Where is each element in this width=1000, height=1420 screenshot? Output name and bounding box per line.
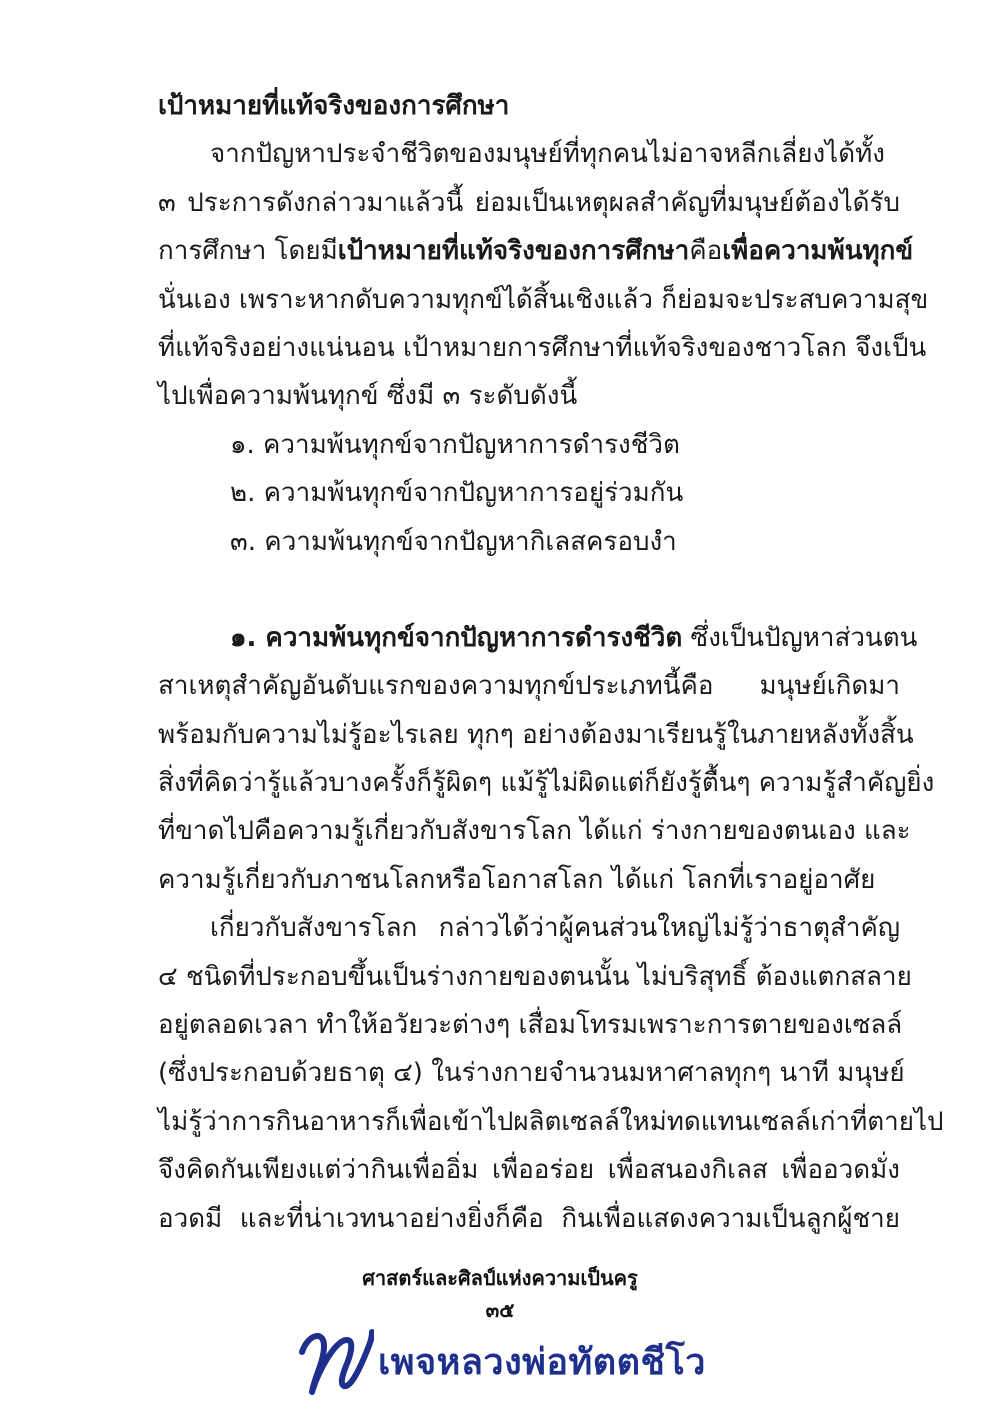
paragraph-line: นั่นเอง เพราะหากดับความทุกข์ได้สิ้นเชิงแล้ว ก็ย่อมจะประสบความสุข bbox=[158, 284, 929, 315]
document-body bbox=[158, 78, 944, 1243]
page-number: ๓๕ bbox=[485, 1298, 515, 1322]
list-item: ๒. ความพ้นทุกข์จากปัญหาการอยู่ร่วมกัน bbox=[230, 478, 684, 509]
paragraph-line: จึงคิดกันเพียงแต่ว่ากินเพื่ออิ่ม เพื่ออร่อย เพื่อสนองกิเลส เพื่ออวดมั่ง bbox=[158, 1155, 900, 1186]
paragraph-line: เกี่ยวกับสังขารโลก กล่าวได้ว่าผู้คนส่วนใหญ่ไม่รู้ว่าธาตุสำคัญ bbox=[210, 913, 900, 944]
spacer bbox=[158, 566, 900, 614]
book-title: ศาสตร์และศิลป์แห่งความเป็นครู bbox=[362, 1266, 638, 1290]
paragraph-line: อยู่ตลอดเวลา ทำให้อวัยวะต่างๆ เสื่อมโทรมเพราะการตายของเซลล์ bbox=[158, 1010, 903, 1041]
brand-logo bbox=[0, 1320, 1000, 1400]
brand-mark-icon bbox=[294, 1322, 374, 1400]
text-span: ซึ่งเป็นปัญหาส่วนตน bbox=[682, 622, 918, 653]
text-span: การศึกษา โดยมี bbox=[158, 236, 338, 267]
paragraph-line: (ซึ่งประกอบด้วยธาตุ ๔) ในร่างกายจำนวนมหาศาลทุกๆ นาที มนุษย์ bbox=[158, 1058, 905, 1089]
paragraph-line: สิ่งที่คิดว่ารู้แล้วบางครั้งก็รู้ผิดๆ แม้รู้ไม่ผิดแต่ก็ยังรู้ตื้นๆ ความรู้สำคัญยิ่ง bbox=[158, 768, 935, 799]
paragraph-line: ไม่รู้ว่าการกินอาหารก็เพื่อเข้าไปผลิตเซลล์ใหม่ทดแทนเซลล์เก่าที่ตายไป bbox=[158, 1106, 944, 1137]
paragraph-line: ๓ ประการดังกล่าวมาแล้วนี้ ย่อมเป็นเหตุผลสำคัญที่มนุษย์ต้องได้รับ bbox=[158, 187, 900, 218]
subsection-title: ๑. ความพ้นทุกข์จากปัญหาการดำรงชีวิต bbox=[230, 622, 683, 653]
paragraph-line: ที่แท้จริงอย่างแน่นอน เป้าหมายการศึกษาที่แท้จริงของชาวโลก จึงเป็น bbox=[158, 332, 927, 363]
paragraph-line: สาเหตุสำคัญอันดับแรกของความทุกข์ประเภทนี้คือ มนุษย์เกิดมา bbox=[158, 671, 900, 702]
paragraph-line: ที่ขาดไปคือความรู้เกี่ยวกับสังขารโลก ได้แก่ ร่างกายของตนเอง และ bbox=[158, 816, 911, 847]
list-item: ๑. ความพ้นทุกข์จากปัญหาการดำรงชีวิต bbox=[230, 429, 680, 460]
paragraph-line: ไปเพื่อความพ้นทุกข์ ซึ่งมี ๓ ระดับดังนี้ bbox=[158, 381, 578, 412]
paragraph-line bbox=[158, 614, 918, 662]
text-span: คือ bbox=[689, 236, 723, 267]
brand-text: เพจหลวงพ่อทัตตชีโว bbox=[377, 1342, 707, 1383]
paragraph-line: ความรู้เกี่ยวกับภาชนโลกหรือโอกาสโลก ได้แก่ โลกที่เราอยู่อาศัย bbox=[158, 864, 876, 895]
list-item: ๓. ความพ้นทุกข์จากปัญหากิเลสครอบงำ bbox=[230, 526, 677, 557]
bold-phrase: เป้าหมายที่แท้จริงของการศึกษา bbox=[337, 236, 690, 267]
section-heading: เป้าหมายที่แท้จริงของการศึกษา bbox=[158, 91, 510, 121]
paragraph-line: จากปัญหาประจำชีวิตของมนุษย์ที่ทุกคนไม่อาจหลีกเลี่ยงได้ทั้ง bbox=[210, 139, 885, 170]
paragraph-line bbox=[158, 227, 914, 275]
paragraph-line: ๔ ชนิดที่ประกอบขึ้นเป็นร่างกายของตนนั้น ไม่บริสุทธิ์ ต้องแตกสลาย bbox=[158, 961, 912, 992]
paragraph-line: พร้อมกับความไม่รู้อะไรเลย ทุกๆ อย่างต้องมาเรียนรู้ในภายหลังทั้งสิ้น bbox=[158, 719, 914, 750]
bold-phrase: เพื่อความพ้นทุกข์ bbox=[722, 236, 914, 267]
paragraph-line: อวดมี และที่น่าเวทนาอย่างยิ่งก็คือ กินเพื่อแสดงความเป็นลูกผู้ชาย bbox=[158, 1203, 900, 1234]
